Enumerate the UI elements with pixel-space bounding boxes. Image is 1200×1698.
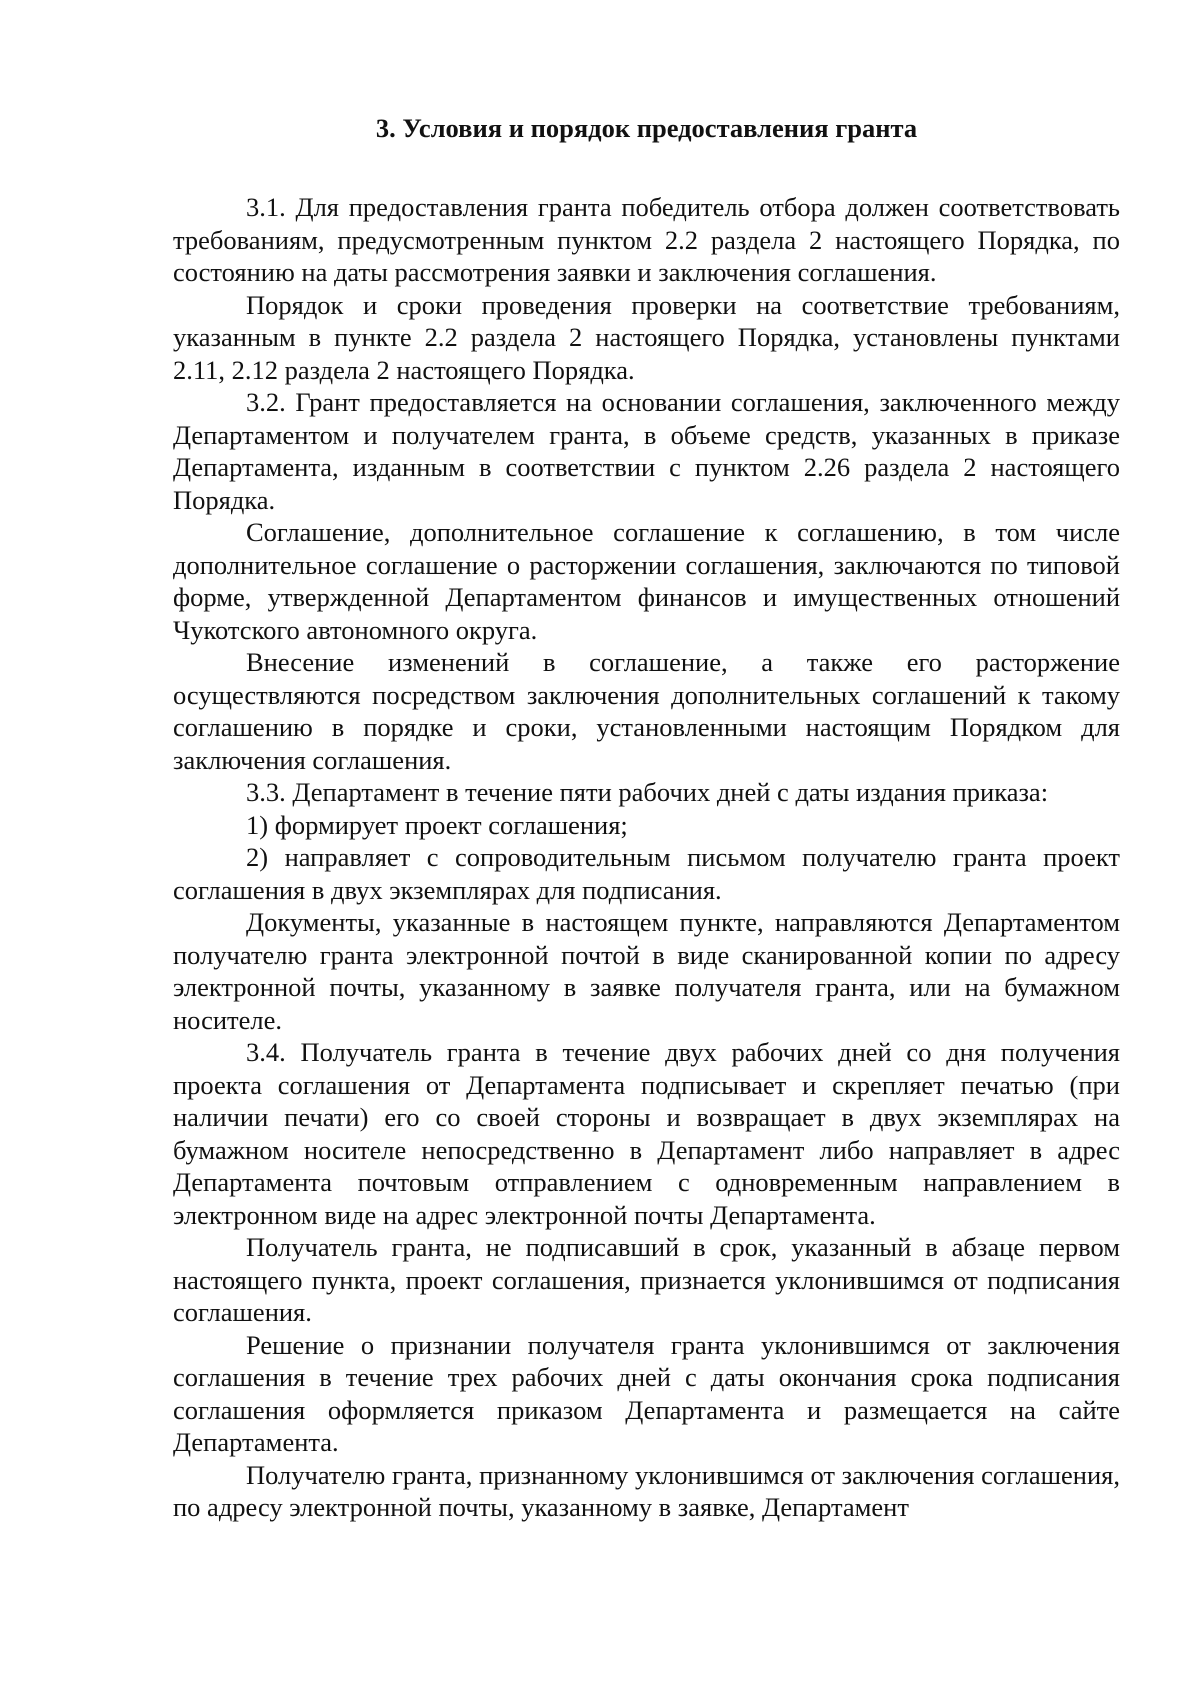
paragraph-3-3: 3.3. Департамент в течение пяти рабочих дней с даты издания приказа: — [246, 777, 1049, 807]
paragraph-evasion-decision: Решение о признании получателя гранта уклонившимся от заключения соглашения в течение трех рабочих дней с даты окончания срока подписания соглашения оформляется приказом Департамента и размещается на сайте Департамента. — [173, 1329, 1120, 1457]
paragraph-verification-order: Порядок и сроки проведения проверки на соответствие требованиям, указанным в пункте 2.2 раздела 2 настоящего Порядка, установлены пунктами 2.11, 2.12 раздела 2 настоящего Порядка. — [173, 289, 1120, 385]
paragraph-evasion: Получатель гранта, не подписавший в срок, указанный в абзаце первом настоящего пункта, проект соглашения, признается уклонившимся от подписания соглашения. — [173, 1232, 1120, 1327]
paragraph-3-1: 3.1. Для предоставления гранта победитель отбора должен соответствовать требованиям, предусмотренным пунктом 2.2 раздела 2 настоящего Порядка, по состоянию на даты рассмотрения заявки и заключения соглашения. — [173, 192, 1120, 287]
paragraph-agreement-form: Соглашение, дополнительное соглашение к соглашению, в том числе дополнительное соглашение о расторжении соглашения, заключаются по типовой форме, утвержденной Департаментом финансов и имущественных отношений Чукотского автономного округа. — [173, 517, 1120, 645]
section-title: 3. Условия и порядок предоставления гранта — [375, 113, 918, 143]
document-body — [173, 112, 1120, 1524]
paragraph-3-4: 3.4. Получатель гранта в течение двух рабочих дней со дня получения проекта соглашения от Департамента подписывает и скрепляет печатью (при наличии печати) его со своей стороны и возвращает в двух экземплярах на бумажном носителе непосредственно в Департамент либо направляет в адрес Департамента почтовым отправлением с одновременным направлением в электронном виде на адрес электронной почты Департамента. — [173, 1037, 1120, 1230]
paragraph-agreement-changes: Внесение изменений в соглашение, а также его расторжение осуществляются посредством заключения дополнительных соглашений к такому соглашению в порядке и сроки, установленными настоящим Порядком для заключения соглашения. — [173, 647, 1120, 775]
paragraph-3-2: 3.2. Грант предоставляется на основании соглашения, заключенного между Департаментом и получателем гранта, в объеме средств, указанных в приказе Департамента, изданным в соответствии с пунктом 2.26 раздела 2 настоящего Порядка. — [173, 387, 1120, 515]
list-item-1: 1) формирует проект соглашения; — [246, 809, 628, 840]
paragraph-documents-delivery: Документы, указанные в настоящем пункте, направляются Департаментом получателю гранта электронной почтой в виде сканированной копии по адресу электронной почты, указанному в заявке получателя гранта, или на бумажном носителе. — [173, 907, 1120, 1035]
list-item-2: 2) направляет с сопроводительным письмом получателю гранта проект соглашения в двух экземплярах для подписания. — [173, 842, 1120, 905]
paragraph-evasion-notice: Получателю гранта, признанному уклонившимся от заключения соглашения, по адресу электронной почты, указанному в заявке, Департамент — [173, 1459, 1120, 1522]
